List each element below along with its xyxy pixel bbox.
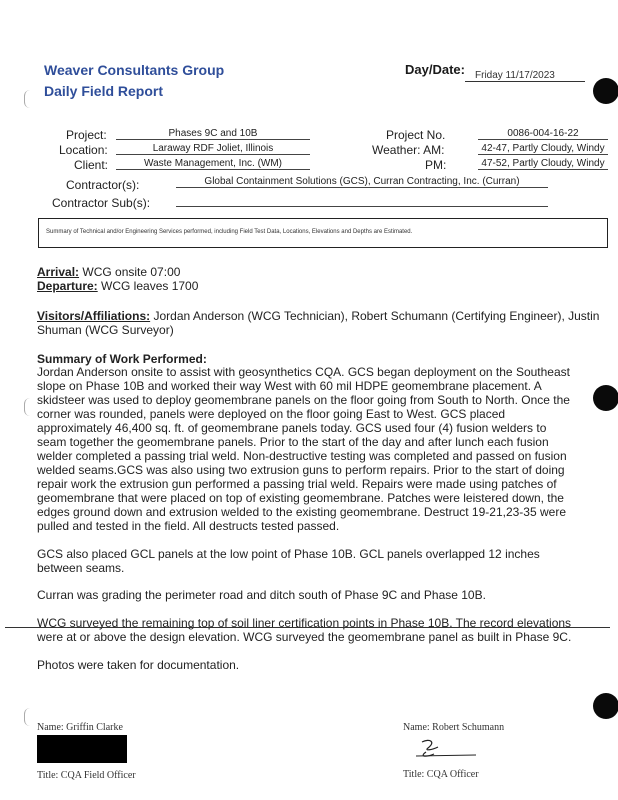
survey-line2: were at or above the design elevation. WCG surveyed the geomembrane panel as built in Phase 9C. bbox=[37, 630, 572, 644]
work-line: slope on Phase 10B and worked their way West with 60 mil HDPE geomembrane placement. A bbox=[37, 379, 542, 393]
contractors-value: Global Containment Solutions (GCS), Curran Contracting, Inc. (Curran) bbox=[176, 176, 548, 188]
work-line: seam together the geomembrane panels. Prior to the start of the day and after lunch each fusion bbox=[37, 435, 549, 449]
work-line: Jordan Anderson onsite to assist with geosynthetics CQA. GCS began deployment on the Southeast bbox=[37, 365, 570, 379]
departure-value: WCG leaves 1700 bbox=[97, 279, 199, 293]
work-line: skidsteer was used to deploy geomembrane panels on the floor going from South to North. Once the bbox=[37, 393, 570, 407]
binder-hole bbox=[593, 78, 618, 104]
binder-hole bbox=[593, 693, 618, 719]
visitors-line bbox=[37, 309, 599, 323]
gcl-line2: between seams. bbox=[37, 561, 125, 575]
contractor-subs-line bbox=[176, 206, 548, 207]
weather-pm-value: 47-52, Partly Cloudy, Windy bbox=[478, 158, 608, 170]
weather-am-label: Weather: AM: bbox=[372, 143, 445, 157]
redacted-signature bbox=[37, 735, 127, 763]
client-label: Client: bbox=[74, 158, 109, 172]
location-value: Laraway RDF Joliet, Illinois bbox=[116, 143, 310, 155]
right-signer-title: Title: CQA Officer bbox=[403, 769, 479, 780]
contractor-subs-label: Contractor Sub(s): bbox=[52, 196, 151, 210]
arrival-value: WCG onsite 07:00 bbox=[79, 265, 181, 279]
day-date-label: Day/Date: bbox=[405, 62, 465, 77]
work-line: welded seams.GCS was also using two extrusion guns to perform repairs. Prior to the start of doing bbox=[37, 463, 565, 477]
left-signer-name: Name: Griffin Clarke bbox=[37, 722, 123, 733]
work-line: repair work the extrusion gun performed a passing trial weld. Repairs were made using patches of bbox=[37, 477, 557, 491]
company-name: Weaver Consultants Group bbox=[44, 62, 225, 78]
departure-label: Departure: bbox=[37, 279, 98, 293]
project-number-label: Project No. bbox=[386, 128, 446, 142]
photos-line: Photos were taken for documentation. bbox=[37, 658, 240, 672]
arrival-line bbox=[37, 265, 180, 279]
day-date-underline bbox=[465, 81, 585, 82]
scan-mark bbox=[24, 398, 31, 416]
work-heading: Summary of Work Performed: bbox=[37, 352, 207, 366]
work-line: approximately 46,400 sq. ft. of geomembrane panels today. GCS used four (4) fusion welders to bbox=[37, 421, 547, 435]
project-value: Phases 9C and 10B bbox=[116, 128, 310, 140]
day-date-value: Friday 11/17/2023 bbox=[475, 70, 555, 81]
work-line: edges ground down and extrusion welded to the existing geomembrane. Destruct 19-21,23-35 were bbox=[37, 505, 566, 519]
left-signer-title: Title: CQA Field Officer bbox=[37, 770, 136, 781]
visitors-line2: Shuman (WCG Surveyor) bbox=[37, 323, 174, 337]
visitors-line1: Jordan Anderson (WCG Technician), Robert Schumann (Certifying Engineer), Justin bbox=[150, 309, 600, 323]
weather-pm-label: PM: bbox=[425, 158, 447, 172]
gcl-line1: GCS also placed GCL panels at the low point of Phase 10B. GCL panels overlapped 12 inches bbox=[37, 547, 540, 561]
project-label: Project: bbox=[66, 128, 107, 142]
curran-line: Curran was grading the perimeter road and ditch south of Phase 9C and Phase 10B. bbox=[37, 588, 486, 602]
summary-note-box bbox=[38, 218, 608, 248]
arrival-label: Arrival: bbox=[37, 265, 80, 279]
project-number-value: 0086-004-16-22 bbox=[478, 128, 608, 140]
location-label: Location: bbox=[59, 143, 108, 157]
summary-note-text: Summary of Technical and/or Engineering Services performed, including Field Test Data, Locations, Elevations and Depths are Estimated. bbox=[46, 229, 413, 235]
scan-mark bbox=[24, 708, 31, 726]
work-line: geomembrane that were placed on top of existing geomembrane. Patches were leistered down, the bbox=[37, 491, 564, 505]
work-line: welder completed a passing trial weld. Non-destructive testing was completed and passed on fusion bbox=[37, 449, 567, 463]
survey-line1: WCG surveyed the remaining top of soil liner certification points in Phase 10B. The record elevations bbox=[37, 616, 572, 630]
contractors-label: Contractor(s): bbox=[66, 178, 140, 192]
work-line: pulled and tested in the field. All destructs tested passed. bbox=[37, 519, 340, 533]
report-title: Daily Field Report bbox=[44, 83, 164, 99]
scan-mark bbox=[24, 90, 31, 108]
strikethrough-line bbox=[5, 627, 610, 628]
work-line: corner was rounded, panels were deployed on the floor going East to West. GCS placed bbox=[37, 407, 506, 421]
right-signer-name: Name: Robert Schumann bbox=[403, 722, 505, 733]
binder-hole bbox=[593, 385, 618, 411]
client-value: Waste Management, Inc. (WM) bbox=[116, 158, 310, 170]
signature-mark bbox=[410, 736, 480, 762]
visitors-label: Visitors/Affiliations: bbox=[37, 309, 151, 323]
work-paragraph bbox=[37, 365, 570, 533]
weather-am-value: 42-47, Partly Cloudy, Windy bbox=[478, 143, 608, 155]
departure-line bbox=[37, 279, 198, 293]
